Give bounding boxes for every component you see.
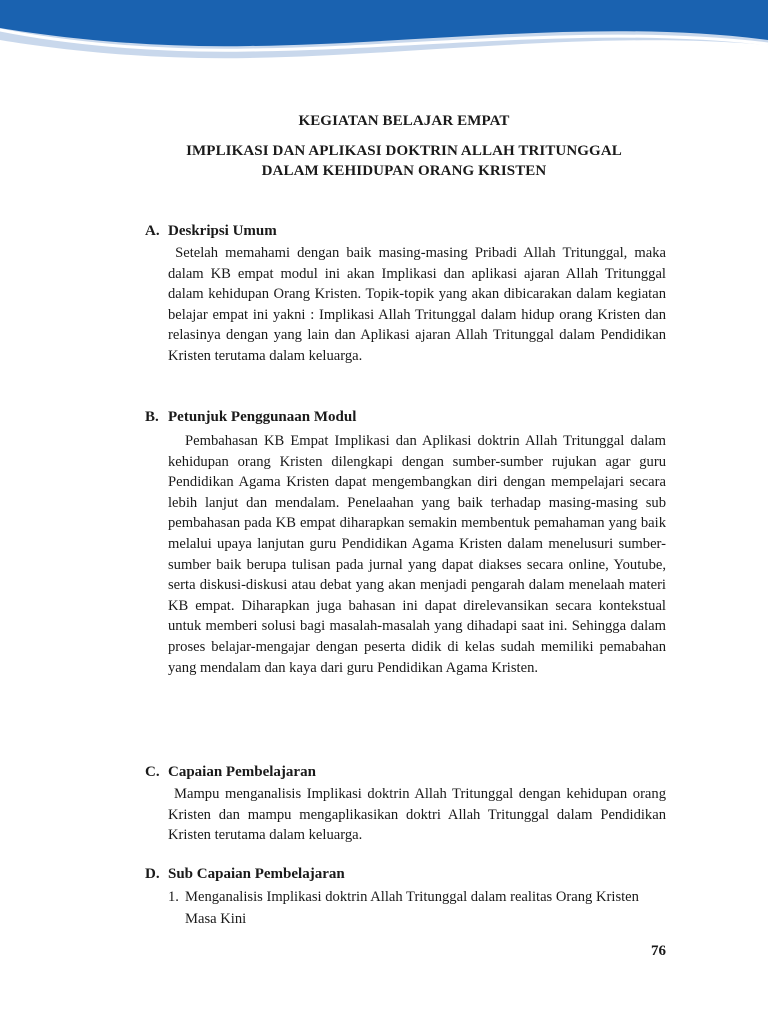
list-item-text: Menganalisis Implikasi doktrin Allah Tritunggal dalam realitas Orang Kristen Masa Kini xyxy=(185,889,639,927)
activity-title: KEGIATAN BELAJAR EMPAT xyxy=(298,113,510,129)
list-item xyxy=(168,887,666,930)
section-b-letter: B. xyxy=(145,409,159,425)
section-c-letter: C. xyxy=(145,764,160,780)
section-d-title: Sub Capaian Pembelajaran xyxy=(168,866,345,882)
section-a-letter: A. xyxy=(145,223,160,239)
section-a-heading xyxy=(145,223,277,240)
list-item-number: 1. xyxy=(168,889,179,905)
section-d-letter: D. xyxy=(145,866,160,882)
section-b-title: Petunjuk Penggunaan Modul xyxy=(168,409,357,425)
main-title-line-1: IMPLIKASI DAN APLIKASI DOKTRIN ALLAH TRITUNGGAL xyxy=(186,143,622,159)
main-title-line-2: DALAM KEHIDUPAN ORANG KRISTEN xyxy=(261,163,547,179)
section-b-body: Pembahasan KB Empat Implikasi dan Aplikasi doktrin Allah Tritunggal dalam kehidupan orang Kristen dilengkapi dengan sumber-sumber rujukan agar guru Pendidikan Agama Kristen dapat mengembangkan diri dengan mempelajari secara lebih lanjut dan mendalam. Penelaahan yang baik terhadap masing-masing sub pembahasan pada KB empat diharapkan semakin membentuk pemahaman yang baik melalui upaya lanjutan guru Pendidikan Agama Kristen dalam menelusuri sumber-sumber baik berupa tulisan pada jurnal yang dapat diakses secara online, Youtube, serta diskusi-diskusi atau debat yang akan menjadi pengarah dalam menelaah materi KB empat. Diharapkan juga bahasan ini dapat direlevansikan secara kontekstual untuk memberi solusi bagi masalah-masalah yang dihadapi saat ini. Sehingga dalam proses belajar-mengajar dengan peserta didik di kelas sudah memiliki pemabahan yang mendalam dan kaya dari guru Pendidikan Agama Kristen. xyxy=(168,433,666,676)
section-a-title: Deskripsi Umum xyxy=(168,223,277,239)
page-number: 76 xyxy=(651,943,666,959)
section-c-body: Mampu menganalisis Implikasi doktrin Allah Tritunggal dengan kehidupan orang Kristen dan mampu mengaplikasikan doktri Allah Tritunggal dalam Pendidikan Kristen terutama dalam keluarga. xyxy=(168,786,666,844)
section-c-title: Capaian Pembelajaran xyxy=(168,764,316,780)
header-wave-decoration xyxy=(0,0,768,80)
section-b-heading xyxy=(145,409,356,426)
section-c-heading xyxy=(145,764,316,781)
section-d-heading xyxy=(145,866,345,883)
section-a-body: Setelah memahami dengan baik masing-masing Pribadi Allah Tritunggal, maka dalam KB empat modul ini akan Implikasi dan aplikasi ajaran Allah Tritunggal dalam kehidupan Orang Kristen. Topik-topik yang akan dibicarakan dalam kegiatan belajar empat ini yakni : Implikasi Allah Tritunggal dalam hidup orang Kristen dan relasinya dengan yang lain dan Aplikasi ajaran Allah Tritunggal dalam Pendidikan Kristen terutama dalam keluarga. xyxy=(168,245,670,364)
